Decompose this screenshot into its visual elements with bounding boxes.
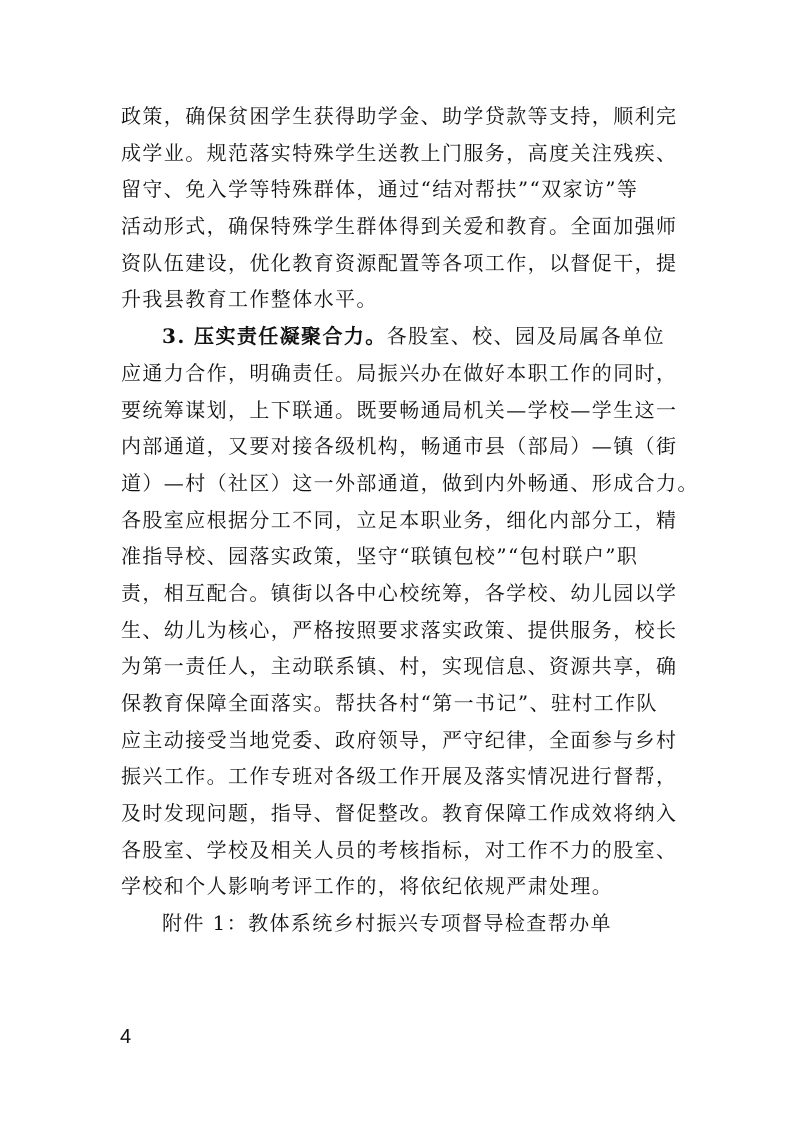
- text-line: 各股室应根据分工不同，立足本职业务，细化内部分工，精: [121, 507, 678, 532]
- text-line: 责，相互配合。镇街以各中心校统筹，各学校、幼儿园以学: [121, 580, 678, 605]
- text-line: 升我县教育工作整体水平。: [121, 287, 378, 312]
- section-3-first-line-text: 各股室、校、园及局属各单位: [386, 324, 665, 349]
- text-line: 活动形式，确保特殊学生群体得到关爱和教育。全面加强师: [121, 214, 678, 239]
- text-line: 各股室、学校及相关人员的考核指标，对工作不力的股室、: [121, 837, 678, 862]
- text-line: 学校和个人影响考评工作的，将依纪依规严肃处理。: [121, 874, 614, 899]
- text-line: 留守、免入学等特殊群体，通过“结对帮扶”“双家访”等: [121, 177, 639, 202]
- text-line: 内部通道，又要对接各级机构，畅通市县（部局）—镇（街: [121, 434, 678, 459]
- section-3-first-line: [121, 318, 677, 355]
- attachment-line: 附件 1：教体系统乡村振兴专项督导检查帮办单: [162, 911, 612, 936]
- text-line: 为第一责任人，主动联系镇、村，实现信息、资源共享，确: [121, 654, 678, 679]
- text-line: 准指导校、园落实政策，坚守“联镇包校”“包村联户”职: [121, 544, 639, 569]
- section-3-heading: 3. 压实责任凝聚合力。: [162, 324, 387, 349]
- text-line: 资队伍建设，优化教育资源配置等各项工作，以督促干，提: [121, 250, 678, 275]
- paragraph-1: [121, 98, 677, 318]
- text-line: 应主动接受当地党委、政府领导，严守纪律，全面参与乡村: [121, 727, 678, 752]
- text-line: 成学业。规范落实特殊学生送教上门服务，高度关注残疾、: [121, 140, 678, 165]
- section-3-paragraph: [121, 318, 699, 905]
- text-line: 及时发现问题，指导、督促整改。教育保障工作成效将纳入: [121, 801, 678, 826]
- text-line: 要统筹谋划，上下联通。既要畅通局机关—学校—学生这一: [121, 397, 678, 422]
- text-line: 道）—村（社区）这一外部通道，做到内外畅通、形成合力。: [121, 470, 699, 495]
- text-line: 振兴工作。工作专班对各级工作开展及落实情况进行督帮，: [121, 764, 678, 789]
- text-line: 应通力合作，明确责任。局振兴办在做好本职工作的同时，: [121, 360, 678, 385]
- text-line: 政策，确保贫困学生获得助学金、助学贷款等支持，顺利完: [121, 104, 678, 128]
- document-body: [121, 98, 699, 942]
- page-number: 4: [120, 1026, 132, 1048]
- text-line: 保教育保障全面落实。帮扶各村“第一书记”、驻村工作队: [121, 691, 658, 715]
- text-line: 生、幼儿为核心，严格按照要求落实政策、提供服务，校长: [121, 617, 678, 642]
